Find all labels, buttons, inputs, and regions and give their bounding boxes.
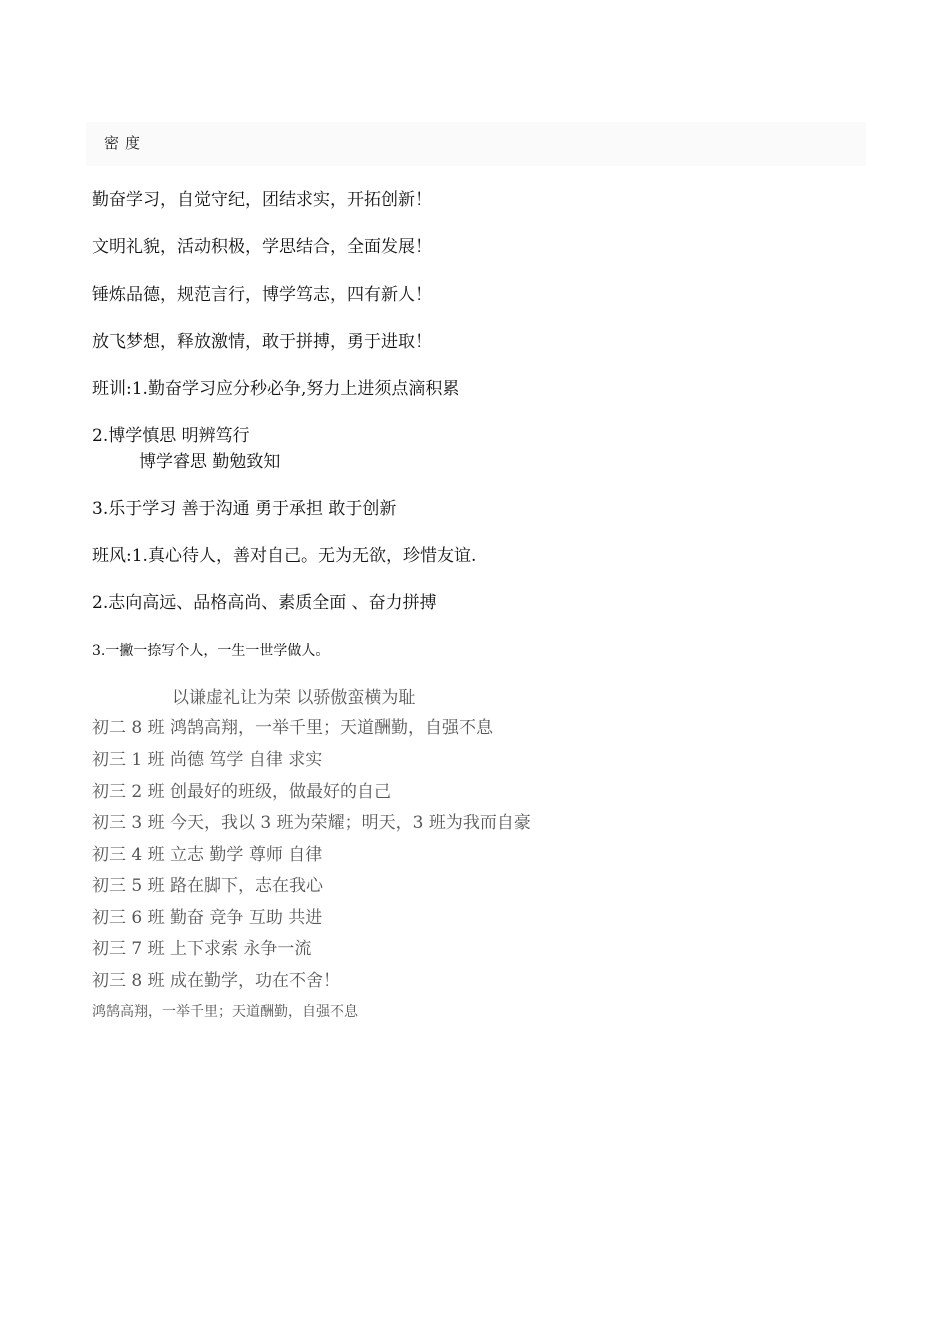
class-slogan-row: 初三 8 班 成在勤学，功在不舍！: [92, 971, 341, 991]
creed-line: 以谦虚礼让为荣 以骄傲蛮横为耻: [172, 688, 416, 708]
header-bar: [86, 122, 866, 166]
class-slogan-row: 初三 6 班 勤奋 竞争 互助 共进: [92, 908, 323, 928]
class-motto-item-2: 2.博学慎思 明辨笃行: [92, 426, 250, 446]
motto-line-4: 放飞梦想，释放激情，敢于拼搏，勇于进取！: [92, 332, 432, 352]
class-style-item-2: 2.志向高远、品格高尚、素质全面 、奋力拼搏: [92, 593, 437, 613]
class-slogan-row: 初三 5 班 路在脚下，志在我心: [92, 876, 324, 896]
class-motto-item-2-continued: 博学睿思 勤勉致知: [139, 452, 281, 472]
class-slogan-row: 初三 2 班 创最好的班级，做最好的自己: [92, 782, 392, 802]
class-style-item-1: 班风:1.真心待人，善对自己。无为无欲，珍惜友谊.: [92, 546, 477, 566]
class-slogan-row: 初三 3 班 今天，我以 3 班为荣耀；明天，3 班为我而自豪: [92, 813, 531, 833]
closing-line: 鸿鹄高翔，一举千里；天道酬勤，自强不息: [92, 1004, 358, 1020]
motto-line-2: 文明礼貌，活动积极，学思结合，全面发展！: [92, 237, 432, 257]
class-slogan-row: 初三 4 班 立志 勤学 尊师 自律: [92, 845, 323, 865]
motto-line-3: 锤炼品德，规范言行，博学笃志，四有新人！: [92, 285, 432, 305]
class-slogan-row: 初二 8 班 鸿鹄高翔，一举千里；天道酬勤，自强不息: [92, 718, 494, 738]
header-label: 密度: [104, 134, 147, 152]
class-slogan-row: 初三 1 班 尚德 笃学 自律 求实: [92, 750, 323, 770]
motto-line-1: 勤奋学习，自觉守纪，团结求实，开拓创新！: [92, 190, 432, 210]
class-slogan-row: 初三 7 班 上下求索 永争一流: [92, 939, 312, 959]
class-motto-item-1: 班训:1.勤奋学习应分秒必争,努力上进须点滴积累: [92, 379, 460, 399]
class-style-item-3: 3.一撇一捺写个人，一生一世学做人。: [92, 643, 330, 659]
class-motto-item-3: 3.乐于学习 善于沟通 勇于承担 敢于创新: [92, 499, 397, 519]
